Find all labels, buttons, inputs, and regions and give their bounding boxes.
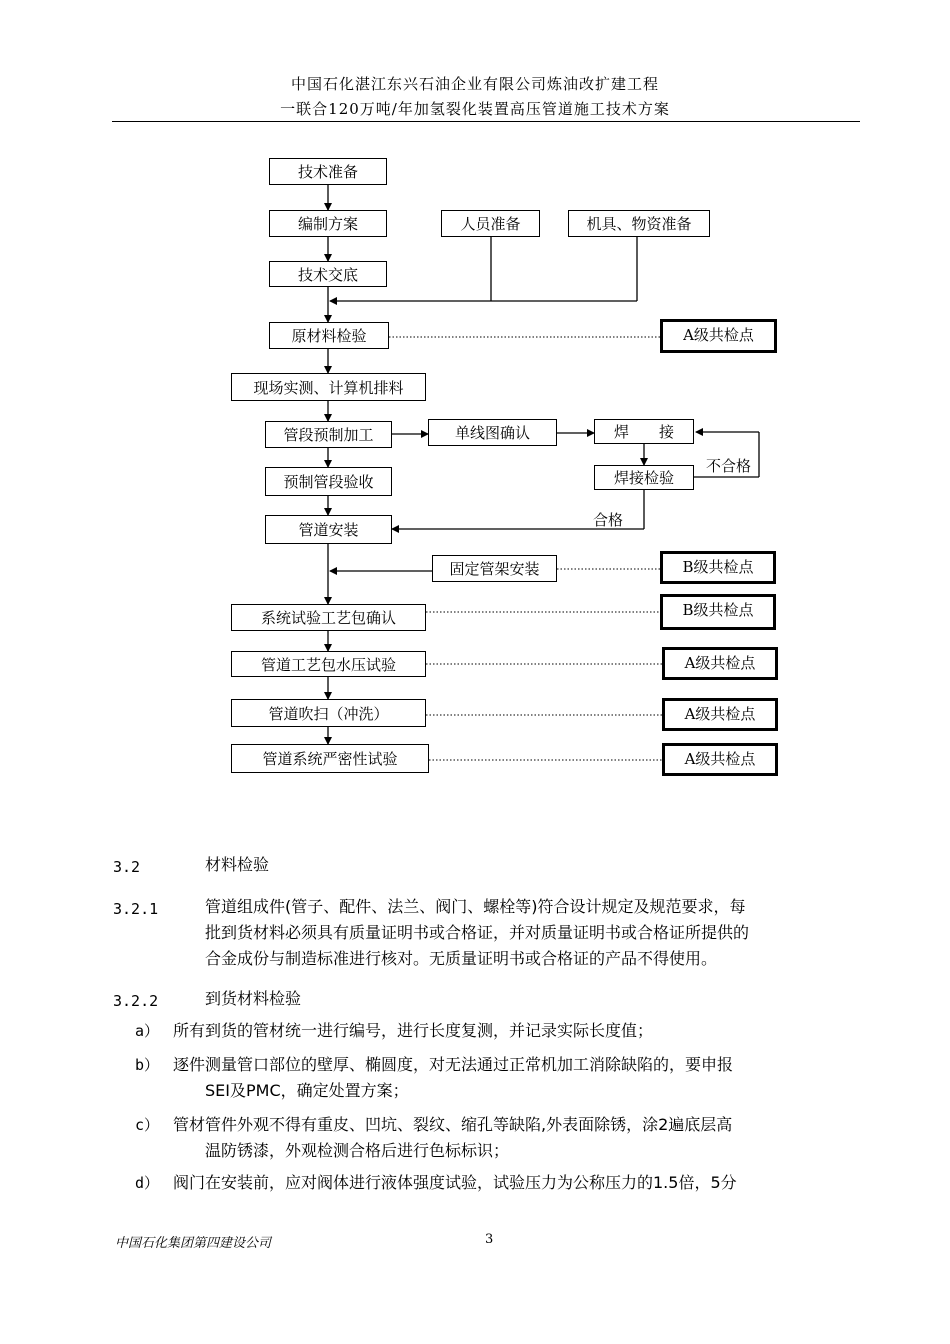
step-site-measure: 现场实测、计算机排料 [231,373,426,401]
list-item-text: 逐件测量管口部位的壁厚、椭圆度，对无法通过正常机加工消除缺陷的，要申报 [173,1055,734,1074]
step-staff-prep: 人员准备 [441,210,540,237]
step-weld-inspect: 焊接检验 [594,465,694,490]
list-item-text: 所有到货的管材统一进行编号，进行长度复测，并记录实际长度值； [173,1021,654,1040]
step-hydro-test: 管道工艺包水压试验 [231,651,426,677]
list-item-c [135,1112,861,1164]
label-fail: 不合格 [706,457,752,475]
subsection-1-number: 3.2.1 [113,900,159,918]
footer-company: 中国石化集团第四建设公司 [115,1236,272,1251]
step-prefab: 管段预制加工 [265,421,392,448]
header-line-2: 一联合120万吨/年加氢裂化装置高压管道施工技术方案 [280,100,670,118]
page-number: 3 [485,1232,494,1247]
section-number: 3.2 [113,858,141,876]
list-item-text: 管材管件外观不得有重皮、凹坑、裂纹、缩孔等缺陷,外表面除锈，涂2遍底层高 [173,1115,733,1134]
checkpoint-b-1: B级共检点 [660,551,776,584]
step-tech-brief: 技术交底 [269,261,387,287]
subsection-1-line-3: 合金成份与制造标准进行核对。无质量证明书或合格证的产品不得使用。 [205,949,718,968]
step-prefab-accept: 预制管段验收 [265,467,392,496]
step-install: 管道安装 [265,515,392,544]
subsection-1-text [205,894,861,972]
list-marker: b） [135,1056,160,1074]
subsection-2-title: 到货材料检验 [205,989,302,1008]
list-marker: d） [135,1174,160,1192]
subsection-1-line-1: 管道组成件(管子、配件、法兰、阀门、螺栓等)符合设计规定及规范要求，每 [205,897,746,916]
header-line-1: 中国石化湛江东兴石油企业有限公司炼油改扩建工程 [290,75,659,93]
section-title: 材料检验 [205,855,270,874]
step-tightness-test: 管道系统严密性试验 [231,744,429,773]
checkpoint-a-4: A级共检点 [662,743,778,776]
list-marker: a） [135,1022,160,1040]
label-pass: 合格 [593,511,624,529]
checkpoint-a-1: A级共检点 [660,319,777,353]
subsection-2-number: 3.2.2 [113,992,159,1010]
step-equip-prep: 机具、物资准备 [568,210,710,237]
step-weld: 焊 接 [594,419,694,444]
step-material-check: 原材料检验 [269,322,389,349]
step-plan: 编制方案 [269,210,387,237]
list-item-a [135,1018,861,1044]
step-blowing: 管道吹扫（冲洗） [231,699,426,727]
list-marker: c） [135,1116,160,1134]
subsection-1-line-2: 批到货材料必须具有质量证明书或合格证，并对质量证明书或合格证所提供的 [205,923,750,942]
list-item-text-cont: SEI及PMC，确定处置方案； [205,1081,409,1100]
list-item-d [135,1170,861,1196]
checkpoint-b-2: B级共检点 [660,594,776,630]
step-support-install: 固定管架安装 [432,555,557,582]
step-tech-prep: 技术准备 [269,158,387,185]
step-iso-confirm: 单线图确认 [428,419,557,446]
list-item-text: 阀门在安装前，应对阀体进行液体强度试验，试验压力为公称压力的1.5倍，5分 [173,1173,737,1192]
step-pkg-confirm: 系统试验工艺包确认 [231,604,426,631]
list-item-b [135,1052,861,1104]
list-item-text-cont: 温防锈漆，外观检测合格后进行色标标识； [205,1141,510,1160]
checkpoint-a-3: A级共检点 [662,698,778,731]
checkpoint-a-2: A级共检点 [662,647,778,680]
